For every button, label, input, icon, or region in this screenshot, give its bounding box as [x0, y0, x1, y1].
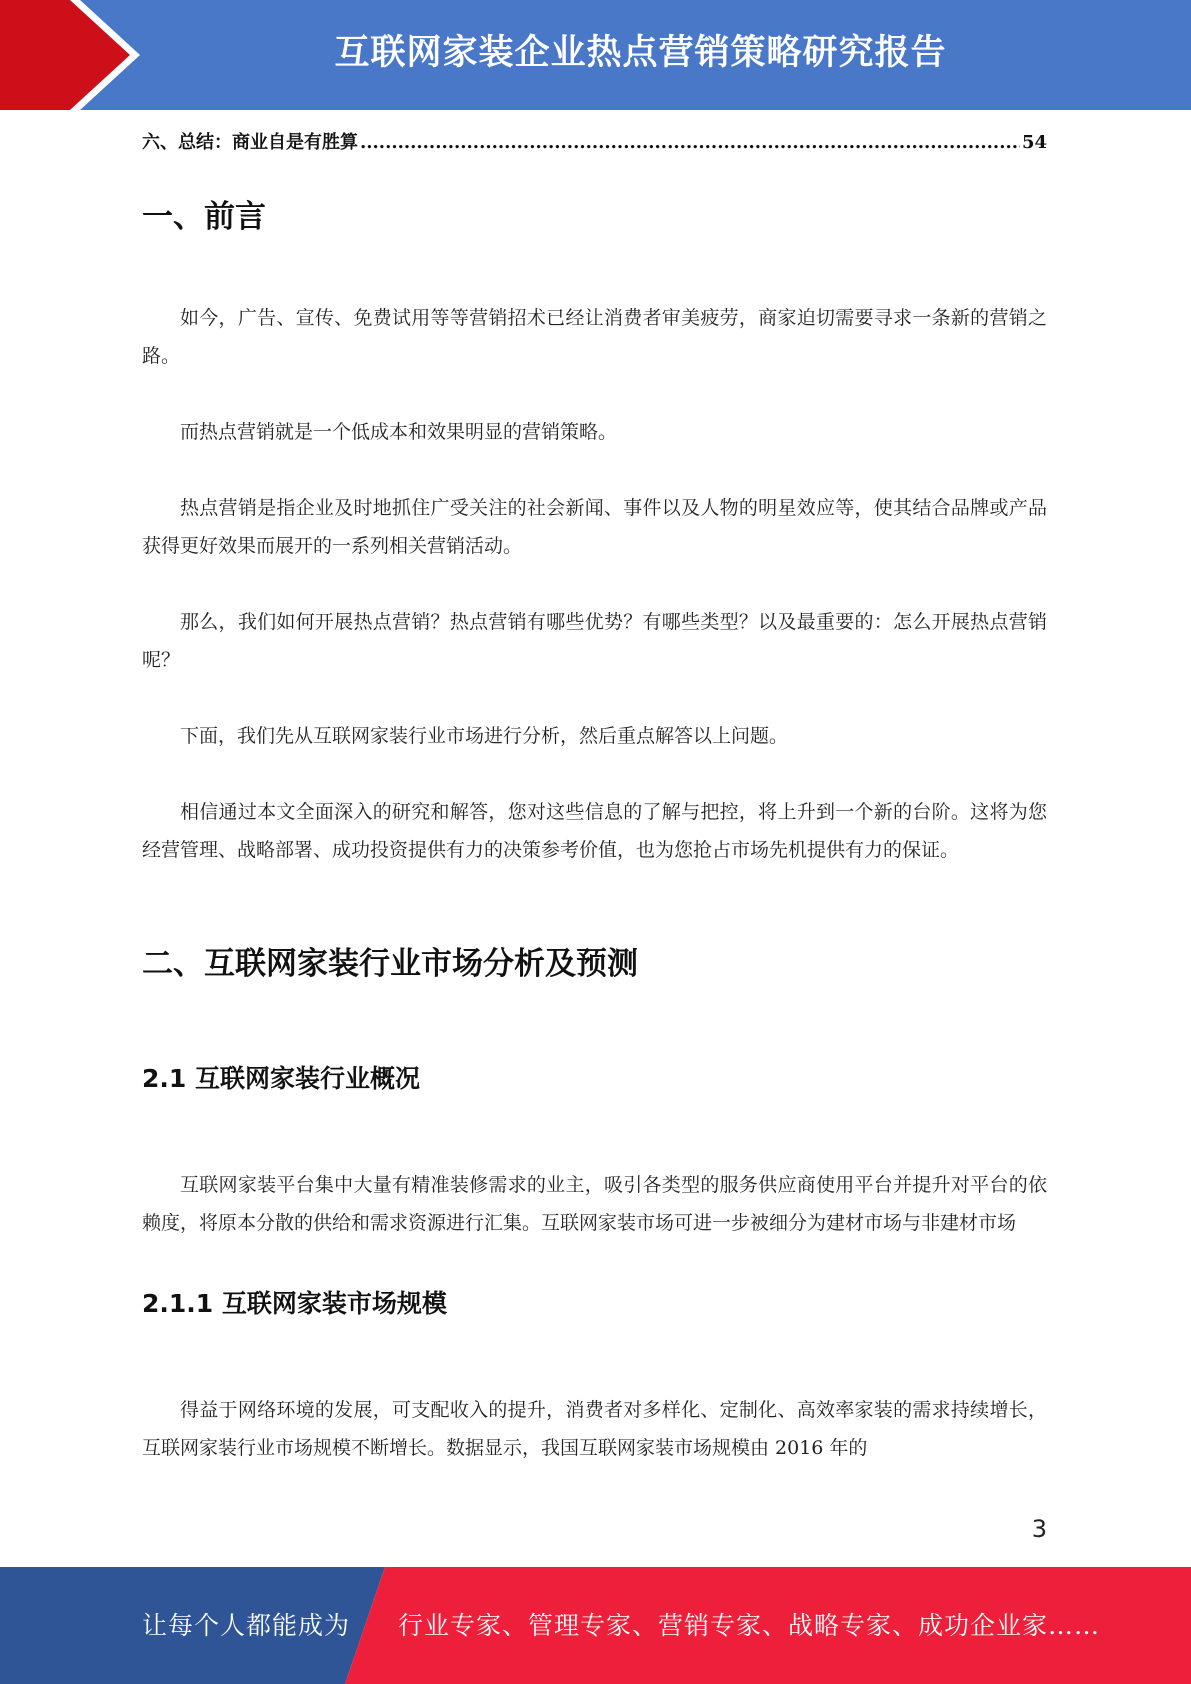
body-paragraph: 如今，广告、宣传、免费试用等等营销招术已经让消费者审美疲劳，商家迫切需要寻求一条新的营销之路。	[142, 307, 1047, 367]
body-paragraph: 相信通过本文全面深入的研究和解答，您对这些信息的了解与把控，将上升到一个新的台阶。这将为您经营管理、战略部署、成功投资提供有力的决策参考价值，也为您抢占市场先机提供有力的保证。	[142, 801, 1047, 861]
toc-leader-dots	[360, 120, 1020, 166]
page-number: 3	[1031, 1515, 1047, 1543]
subsection-heading-overview: 2.1 互联网家装行业概况	[142, 1064, 420, 1093]
subsection-heading-market-size: 2.1.1 互联网家装市场规模	[142, 1289, 447, 1318]
section-heading-market: 二、互联网家装行业市场分析及预测	[142, 946, 638, 982]
body-paragraph: 而热点营销就是一个低成本和效果明显的营销策略。	[180, 421, 618, 443]
body-paragraph: 那么，我们如何开展热点营销？热点营销有哪些优势？有哪些类型？以及最重要的：怎么开展热点营销呢？	[142, 611, 1047, 671]
page-header	[0, 0, 1191, 110]
header-red-chevron	[0, 0, 150, 110]
body-paragraph: 下面，我们先从互联网家装行业市场进行分析，然后重点解答以上问题。	[180, 725, 789, 747]
section-heading-preface: 一、前言	[142, 199, 266, 235]
body-paragraph: 热点营销是指企业及时地抓住广受关注的社会新闻、事件以及人物的明星效应等，使其结合品牌或产品获得更好效果而展开的一系列相关营销活动。	[142, 497, 1047, 557]
body-paragraph: 得益于网络环境的发展，可支配收入的提升，消费者对多样化、定制化、高效率家装的需求持续增长，互联网家装行业市场规模不断增长。数据显示，我国互联网家装市场规模由 2016 年的	[142, 1399, 1047, 1459]
footer-slogan-left: 让每个人都能成为	[142, 1611, 351, 1640]
toc-entry[interactable]	[142, 120, 1047, 166]
footer-slogan-right: 行业专家、管理专家、营销专家、战略专家、成功企业家……	[398, 1611, 1101, 1640]
toc-entry-label: 六、总结：商业自是有胜算	[142, 132, 358, 153]
report-title: 互联网家装企业热点营销策略研究报告	[334, 33, 947, 73]
body-paragraph: 互联网家装平台集中大量有精准装修需求的业主，吸引各类型的服务供应商使用平台并提升对平台的依赖度，将原本分散的供给和需求资源进行汇集。互联网家装市场可进一步被细分为建材市场与非建材市场	[142, 1174, 1047, 1234]
toc-entry-page: 54	[1021, 132, 1047, 153]
page-content	[142, 120, 1047, 1467]
page-footer	[0, 1567, 1191, 1684]
